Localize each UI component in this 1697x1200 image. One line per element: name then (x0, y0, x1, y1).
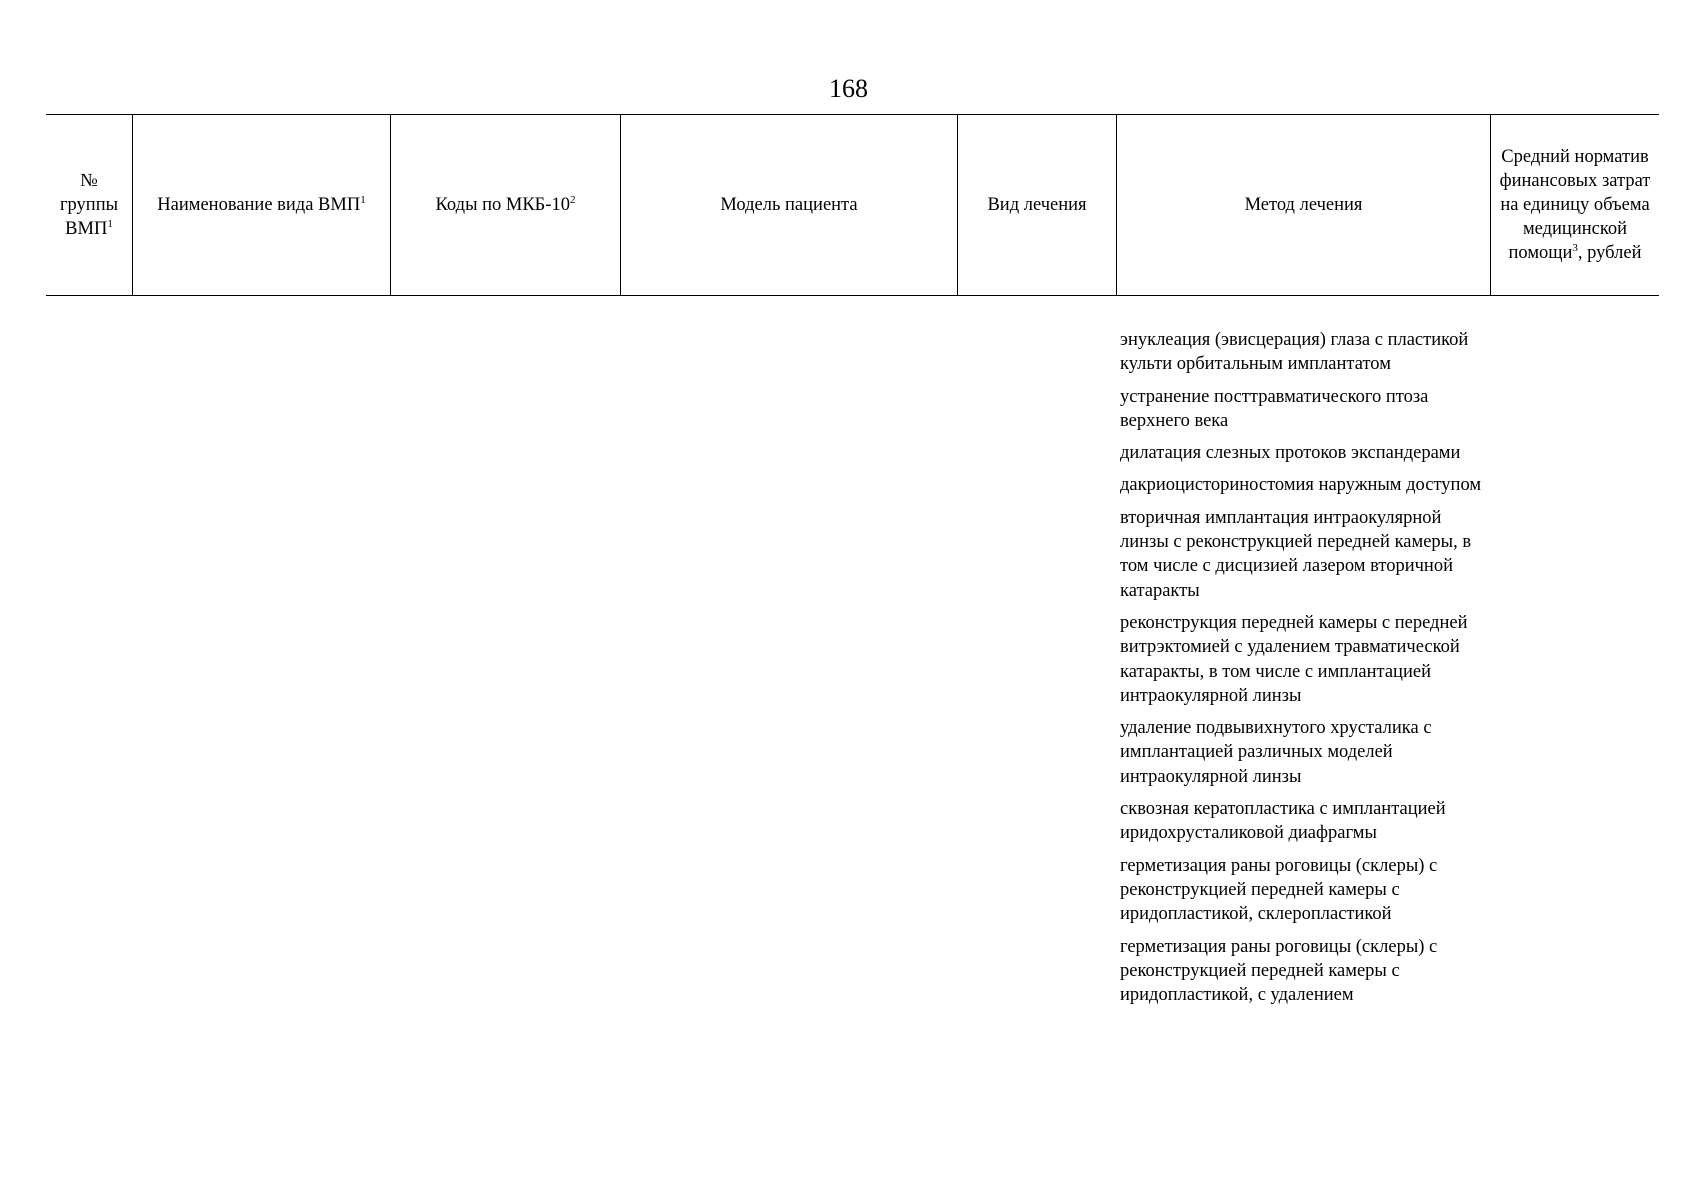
footnote-mark: 3 (1572, 241, 1578, 254)
header-financial-norm-unit: , рублей (1577, 243, 1642, 263)
header-financial-norm-text: Средний норматив финансовых затрат на единицу объема медицинской помощи (1499, 147, 1651, 263)
header-patient-model-text: Модель пациента (720, 195, 858, 215)
footnote-mark: 2 (569, 193, 576, 206)
header-icd-codes (390, 115, 620, 295)
header-vmp-name-text: Наименование вида ВМП (157, 195, 361, 215)
method-item: герметизация раны роговицы (склеры) с реконструкцией передней камеры с иридопластикой, склеропластикой (1120, 855, 1438, 925)
method-item: реконструкция передней камеры с передней витрэктомией с удалением травматической катаракты, в том числе с имплантацией интраокулярной линзы (1120, 612, 1468, 706)
header-icd-codes-text: Коды по МКБ-10 (435, 195, 570, 215)
footnote-mark: 1 (360, 193, 366, 206)
method-item: герметизация раны роговицы (склеры) с реконструкцией передней камеры с иридопластикой, с удалением (1120, 936, 1438, 1006)
header-treatment-type-text: Вид лечения (987, 195, 1087, 215)
method-item: вторичная имплантация интраокулярной линзы с реконструкцией передней камеры, в том числе с дисцизией лазером вторичной катаракты (1120, 507, 1472, 601)
header-group-number-text: № группы ВМП (59, 171, 119, 239)
header-treatment-method-text: Метод лечения (1244, 195, 1363, 215)
header-patient-model (620, 115, 957, 295)
header-financial-norm (1490, 115, 1659, 295)
footnote-mark: 1 (107, 217, 113, 230)
header-group-number (46, 115, 132, 295)
method-item: удаление подвывихнутого хрусталика с имплантацией различных моделей интраокулярной линзы (1120, 718, 1432, 787)
table-header (46, 114, 1659, 296)
header-treatment-type (957, 115, 1116, 295)
method-item: устранение посттравматического птоза верхнего века (1120, 386, 1429, 431)
method-item: дилатация слезных протоков экспандерами (1120, 443, 1461, 464)
header-vmp-name (132, 115, 390, 295)
method-item: дакриоцисториностомия наружным доступом (1120, 475, 1482, 496)
header-treatment-method (1116, 115, 1490, 295)
method-item: сквозная кератопластика с имплантацией иридохрусталиковой диафрагмы (1120, 799, 1446, 844)
treatment-methods-list (1120, 328, 1492, 1015)
method-item: энуклеация (эвисцерация) глаза с пластикой культи орбитальным имплантатом (1120, 330, 1469, 375)
page-number: 168 (829, 74, 868, 103)
